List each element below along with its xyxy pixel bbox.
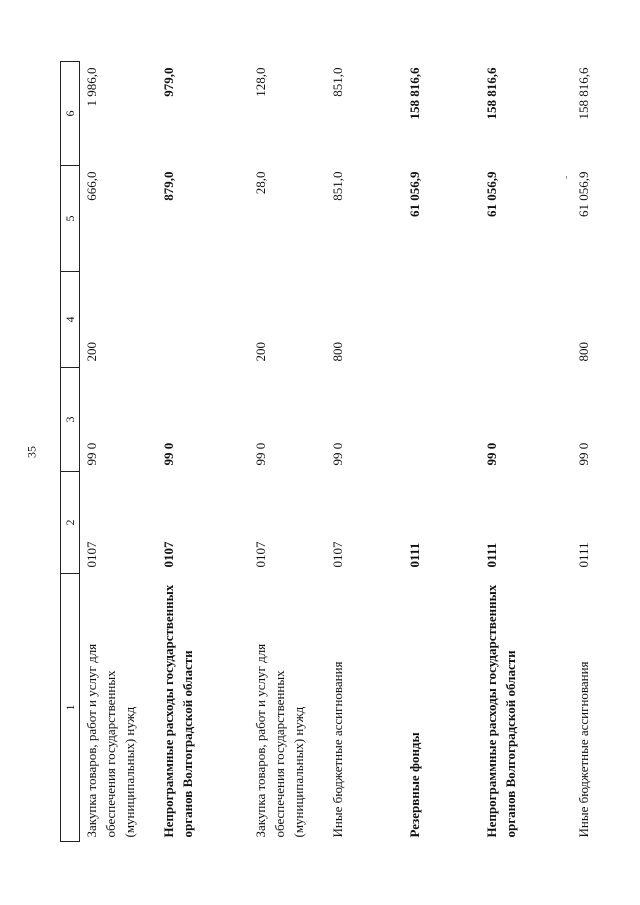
expense-type-cell [403,272,480,368]
header-cell: 2 [61,472,80,574]
section-code-cell: 0107 [84,541,99,568]
section-code-cell: 0111 [406,542,422,568]
amount-col6-cell: 158 816,6 [575,67,591,120]
program-code-cell: 99 0 [160,442,176,466]
amount-col5-cell: 879,0 [160,171,176,201]
budget-table [60,61,640,842]
page-number: 35 [24,446,39,458]
amount-col5-cell: 61 056,9 [483,171,499,217]
amount-col6-cell: 1 986,0 [84,67,99,107]
row-name-cell: Резервные фонды [406,732,422,838]
amount-col6-cell: 979,0 [160,67,176,97]
row-name-cell: Закупка товаров, работ и услуг для обеспечения государственных (муниципальных) нужд [84,643,137,838]
section-code-cell: 0111 [575,542,591,568]
expense-type-cell: 800 [329,342,345,362]
amount-col6-cell: 158 816,6 [406,67,422,120]
row-name-cell: Закупка товаров, работ и услуг для обеспечения государственных (муниципальных) нужд [252,643,306,838]
table-row [249,62,326,842]
program-code-cell: 99 0 [575,442,591,466]
header-row [61,62,80,842]
header-cell: 5 [61,166,80,272]
section-code-cell: 0107 [329,541,345,568]
amount-col5-cell: 28,0 [252,171,268,195]
table-row [157,62,249,842]
row-name-cell: Непрограммные расходы государственных органов Волгоградской области [483,584,518,838]
expense-type-cell: 200 [252,342,268,362]
amount-col5-cell: 851,0 [329,171,345,201]
program-code-cell [403,368,480,472]
table-row [572,62,640,842]
expense-type-cell: 800 [575,342,591,362]
section-code-cell: 0111 [483,542,499,568]
table-row [403,62,480,842]
program-code-cell: 99 0 [329,442,345,466]
amount-col5-cell: 666,0 [84,171,99,201]
expense-type-cell [157,272,249,368]
table-row [480,62,572,842]
table-row [326,62,403,842]
expense-type-cell [480,272,572,368]
amount-col5-cell: 61 056,9 [575,171,591,217]
row-name-cell: Иные бюджетные ассигнования [575,661,591,838]
header-cell: 1 [61,574,80,842]
amount-col6-cell: 128,0 [252,67,268,97]
amount-col6-cell: 158 816,6 [483,67,499,120]
row-name-cell: Иные бюджетные ассигнования [329,661,345,838]
row-name-cell: Непрограммные расходы государственных органов Волгоградской области [160,584,195,838]
expense-type-cell: 200 [84,342,99,362]
amount-col5-cell: 61 056,9 [406,171,422,217]
section-code-cell: 0107 [160,541,176,568]
header-cell: 4 [61,272,80,368]
header-cell: 6 [61,62,80,166]
rotated-table-container [60,62,591,842]
header-cell: 3 [61,368,80,472]
table-row [80,62,157,842]
program-code-cell: 99 0 [252,442,268,466]
amount-col6-cell: 851,0 [329,67,345,97]
section-code-cell: 0107 [252,541,268,568]
program-code-cell: 99 0 [84,442,99,466]
program-code-cell: 99 0 [483,442,499,466]
